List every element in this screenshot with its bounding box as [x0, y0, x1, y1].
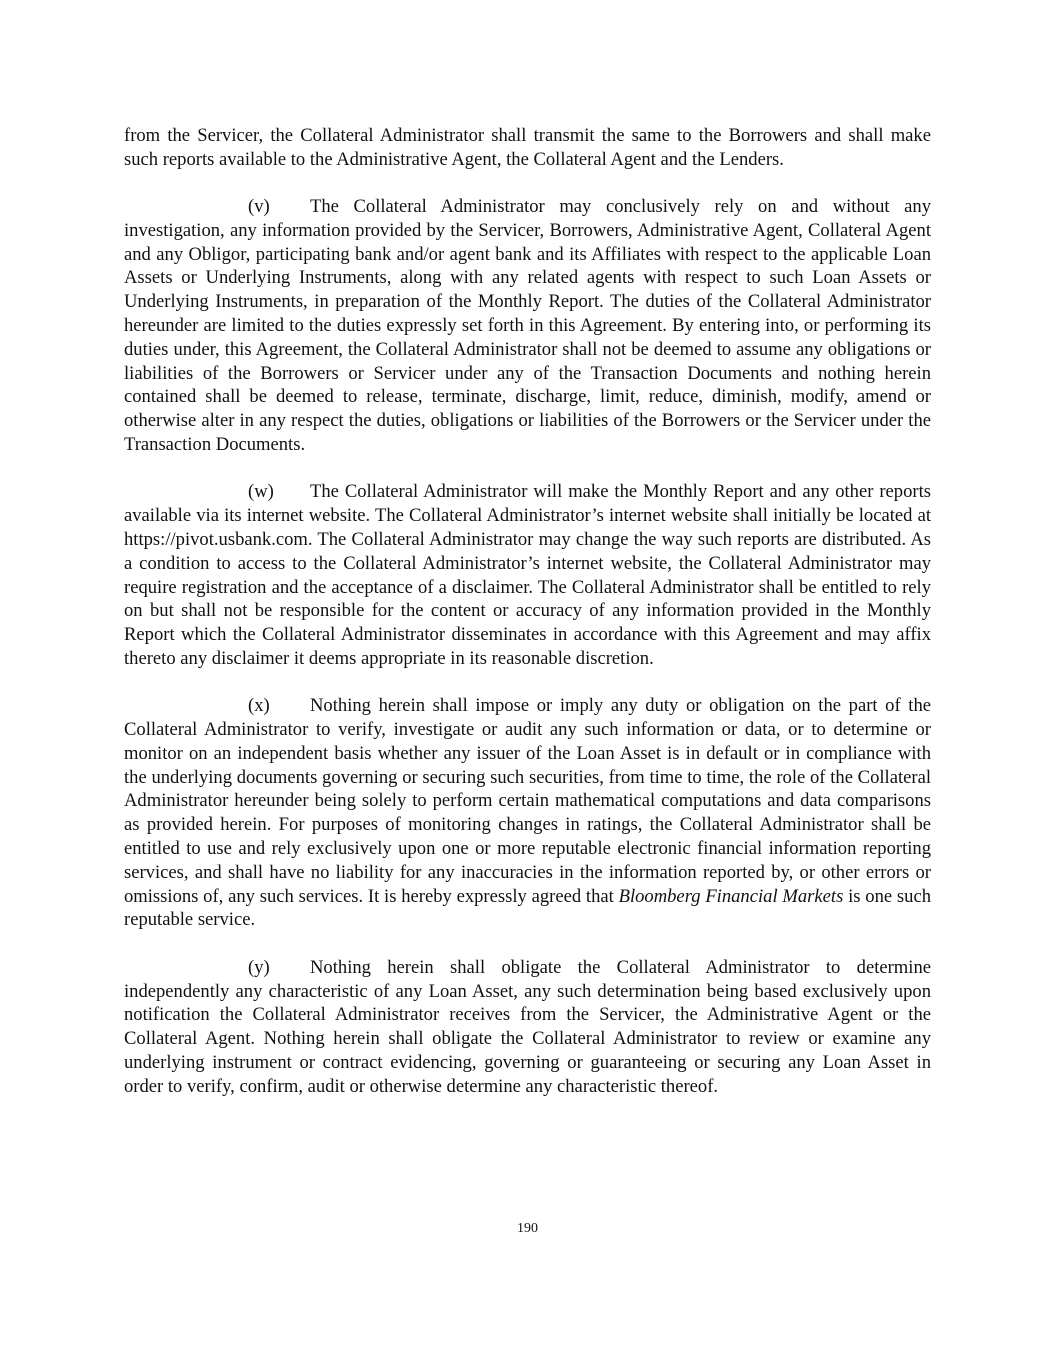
section-x-paragraph [124, 694, 931, 932]
document-page [124, 124, 931, 1122]
section-x-text-end: is one such reputable service. [124, 885, 932, 931]
section-y-text: Nothing herein shall obligate the Collateral Administrator to determine independently any characteristic of any Loan Asset, any such determination being based exclusively upon notification the Collateral Administrator receives from the Servicer, the Administrative Agent or the Collateral Agent. Nothing herein shall obligate the Collateral Administrator to review or examine any underlying instrument or contract evidencing, governing or guaranteeing or securing any Loan Asset in order to verify, confirm, audit or otherwise determine any characteristic thereof. [124, 956, 931, 1097]
section-v-paragraph [124, 195, 931, 457]
section-label-w: (w) [248, 481, 274, 503]
section-w-paragraph [124, 480, 931, 670]
section-label-y: (y) [248, 956, 270, 978]
section-label-v: (v) [248, 196, 270, 218]
section-w-text: The Collateral Administrator will make the Monthly Report and any other reports available via its internet website. The Collateral Administrator’s internet website shall initially be located at https://pivot.usbank.com. The Collateral Administrator may change the way such reports are distributed. As a condition to access to the Collateral Administrator’s internet website, the Collateral Administrator may require registration and the acceptance of a disclaimer. The Collateral Administrator shall be entitled to rely on but shall not be responsible for the content or accuracy of any information provided in the Monthly Report which the Collateral Administrator disseminates in accordance with this Agreement and may affix thereto any disclaimer it deems appropriate in its reasonable discretion. [124, 481, 931, 669]
section-x-italic-term: Bloomberg Financial Markets [618, 885, 844, 907]
section-y-paragraph [124, 956, 931, 1099]
section-label-x: (x) [248, 695, 270, 717]
section-x-text: Nothing herein shall impose or imply any duty or obligation on the part of the Collateral Administrator to verify, investigate or audit any such information or data, or to determine or monitor on an independent basis whether any issuer of the Loan Asset is in default or in compliance with the underlying documents governing or securing such securities, from time to time, the role of the Collateral Administrator hereunder being solely to perform certain mathematical computations and data comparisons as provided herein. For purposes of monitoring changes in ratings, the Collateral Administrator shall be entitled to use and rely exclusively upon one or more reputable electronic financial information reporting services, and shall have no liability for any inaccuracies in the information reported by, or other errors or omissions of, any such services. It is hereby expressly agreed that [124, 695, 931, 907]
continuation-paragraph: from the Servicer, the Collateral Administrator shall transmit the same to the Borrowers and shall make such reports available to the Administrative Agent, the Collateral Agent and the Lenders. [124, 125, 931, 170]
section-v-text: The Collateral Administrator may conclusively rely on and without any investigation, any information provided by the Servicer, Borrowers, Administrative Agent, Collateral Agent and any Obligor, participating bank and/or agent bank and its Affiliates with respect to the applicable Loan Assets or Underlying Instruments, along with any related agents with respect to such Loan Assets or Underlying Instruments, in preparation of the Monthly Report. The duties of the Collateral Administrator hereunder are limited to the duties expressly set forth in this Agreement. By entering into, or performing its duties under, this Agreement, the Collateral Administrator shall not be deemed to assume any obligations or liabilities of the Borrowers or Servicer under any of the Transaction Documents and nothing herein contained shall be deemed to release, terminate, discharge, limit, reduce, diminish, modify, amend or otherwise alter in any respect the duties, obligations or liabilities of the Borrowers or the Servicer under the Transaction Documents. [124, 196, 931, 456]
page-number: 190 [517, 1221, 538, 1236]
